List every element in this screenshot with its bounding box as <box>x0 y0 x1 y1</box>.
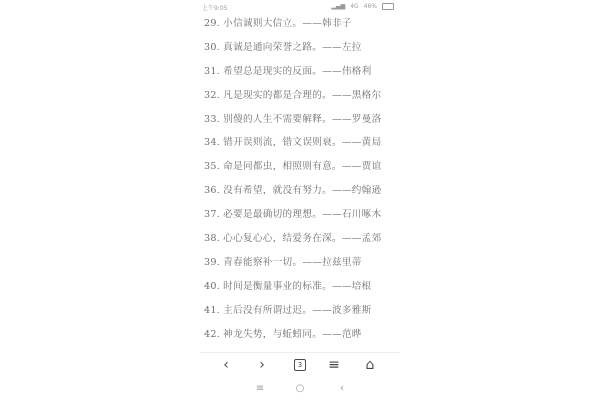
battery-icon <box>382 3 394 10</box>
list-item <box>204 255 394 279</box>
network-type: 4G <box>350 3 359 10</box>
quote-text: 错开误则流，错文误则衰。——黄局 <box>223 137 382 149</box>
circle-home-icon: ○ <box>295 382 305 394</box>
quote-number: 37. <box>204 209 221 221</box>
system-back-button[interactable] <box>332 380 352 396</box>
quote-text: 心心复心心，结爱务在深。——孟郊 <box>223 233 382 245</box>
list-item <box>204 183 394 207</box>
list-item <box>204 303 394 327</box>
tab-count-badge: 3 <box>294 359 306 371</box>
quote-number: 29. <box>204 18 221 29</box>
home-button[interactable] <box>358 356 382 374</box>
quote-number: 42. <box>204 328 221 340</box>
quote-number: 32. <box>204 89 221 101</box>
list-item <box>204 327 394 351</box>
quote-text: 没有希望，就没有努力。——约翰逊 <box>223 185 382 197</box>
signal-icon: ▂▄▆ <box>331 3 346 10</box>
quote-text: 小信诚则大信立。——韩非子 <box>223 18 352 29</box>
chevron-right-icon: › <box>259 357 265 373</box>
home-icon: ⌂ <box>365 357 375 373</box>
status-bar <box>198 0 398 14</box>
list-item <box>204 231 394 255</box>
back-button[interactable] <box>214 356 238 374</box>
menu-icon: ≡ <box>255 382 265 394</box>
quote-number: 34. <box>204 137 221 149</box>
battery-percent: 46% <box>363 3 377 10</box>
quote-text: 神龙失势，与蚯蚓同。——范晔 <box>223 328 362 340</box>
list-item <box>204 16 394 40</box>
quote-number: 30. <box>204 41 221 53</box>
browser-toolbar <box>200 352 400 377</box>
list-item <box>204 40 394 64</box>
quote-text: 青春能察补一切。——拉兹里蒂 <box>223 256 362 268</box>
quote-number: 40. <box>204 280 221 292</box>
quote-text: 命是同都虫，相照则有意。——贾谊 <box>223 161 382 173</box>
quote-number: 41. <box>204 304 221 316</box>
quote-text: 必要是最确切的理想。——石川啄木 <box>223 209 382 221</box>
list-item <box>204 88 394 112</box>
quote-text: 主后没有所谓过迟。——波多雅斯 <box>223 304 372 316</box>
menu-button[interactable] <box>322 356 346 374</box>
quote-number: 35. <box>204 161 221 173</box>
quote-list <box>204 16 394 350</box>
quote-number: 31. <box>204 65 221 77</box>
forward-button[interactable] <box>250 356 274 374</box>
chevron-left-icon: ‹ <box>340 382 344 394</box>
list-item <box>204 135 394 159</box>
quote-number: 36. <box>204 185 221 197</box>
quote-text: 真诚是通向荣誉之路。——左拉 <box>223 41 362 53</box>
menu-icon: ≡ <box>328 357 340 373</box>
list-item <box>204 112 394 136</box>
quote-number: 38. <box>204 233 221 245</box>
list-item <box>204 207 394 231</box>
quote-number: 33. <box>204 113 221 125</box>
list-item <box>204 279 394 303</box>
tabs-button[interactable] <box>288 356 312 374</box>
list-item <box>204 159 394 183</box>
recent-apps-button[interactable] <box>250 380 270 396</box>
status-time: 上午9:05 <box>202 5 228 12</box>
quote-text: 希望总是现实的反面。——伟格利 <box>223 65 372 77</box>
list-item <box>204 64 394 88</box>
chevron-left-icon: ‹ <box>223 357 229 373</box>
quote-number: 39. <box>204 256 221 268</box>
quote-text: 时间是衡量事业的标准。——培根 <box>223 280 372 292</box>
system-navigation-bar <box>200 376 400 400</box>
status-icons <box>331 3 394 10</box>
system-home-button[interactable] <box>290 380 310 396</box>
quote-text: 别傻的人生不需要解释。——罗曼洛 <box>223 113 382 125</box>
quote-text: 凡是现实的都是合理的。——黑格尔 <box>223 89 382 101</box>
